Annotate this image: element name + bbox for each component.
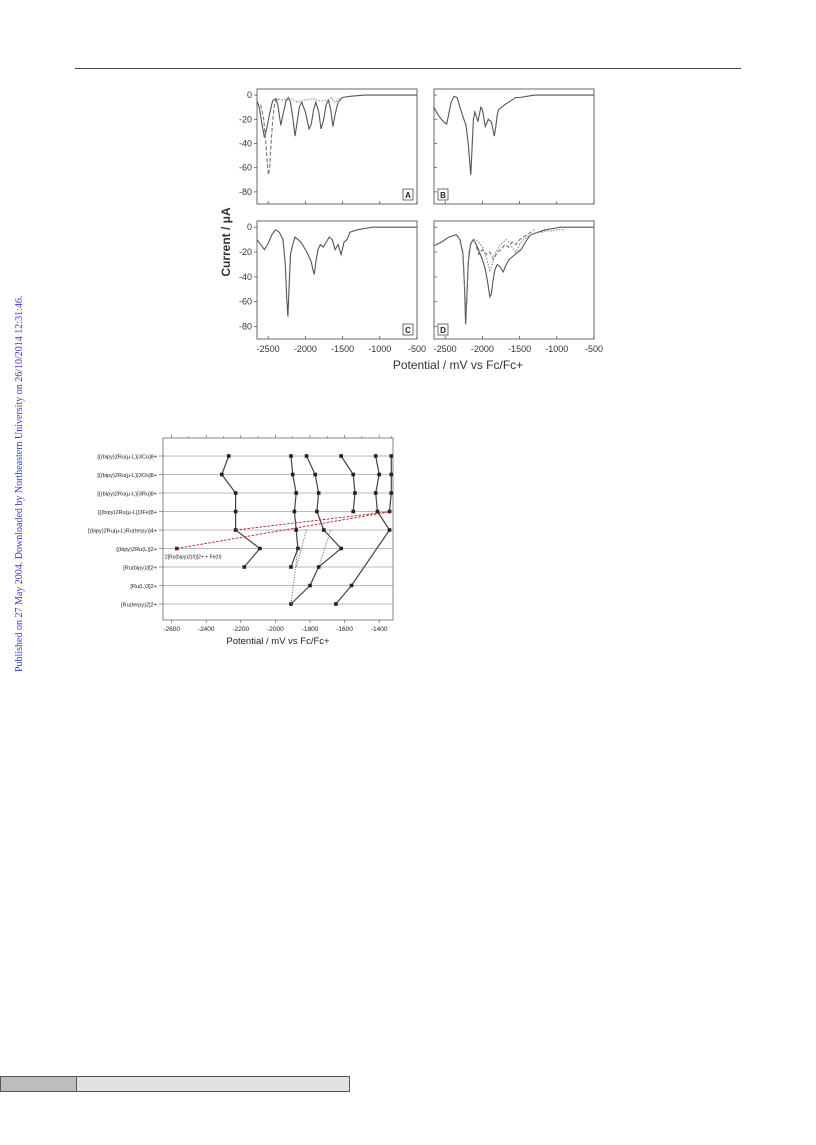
data-marker xyxy=(294,491,298,495)
data-marker xyxy=(389,491,393,495)
x-tick-label: -1500 xyxy=(331,344,355,354)
x-tick-label: -1600 xyxy=(336,626,353,633)
level-trace-solid xyxy=(390,456,392,512)
x-tick-label: -2500 xyxy=(256,344,280,354)
data-marker xyxy=(242,565,246,569)
voltammogram-figure xyxy=(210,84,610,384)
x-tick-label: -500 xyxy=(407,344,427,354)
data-marker xyxy=(234,510,238,514)
data-marker xyxy=(294,528,298,532)
compound-label: [{(bipy)2Ru(μ-L)}3Os]8+ xyxy=(97,473,157,479)
panel-label: A xyxy=(405,191,411,200)
publication-stamp: Published on 27 May 2004. Downloaded by Northeastern University on 26/10/2014 12:31:46. xyxy=(14,295,25,672)
data-marker xyxy=(317,565,321,569)
panel-a xyxy=(239,89,417,204)
y-tick-label: -60 xyxy=(238,162,252,173)
y-tick-label: -80 xyxy=(238,321,252,332)
data-marker xyxy=(227,454,231,458)
x-tick-label: -2400 xyxy=(197,626,215,633)
panel-label: B xyxy=(440,191,446,200)
plot-frame xyxy=(163,438,393,620)
data-marker xyxy=(305,454,309,458)
panel-label: D xyxy=(440,326,446,335)
level-trace-red-dashed xyxy=(236,512,392,531)
data-marker xyxy=(313,473,317,477)
data-marker xyxy=(308,584,312,588)
x-tick-label: -2200 xyxy=(232,626,250,633)
x-tick-label: -1800 xyxy=(301,626,319,633)
data-marker xyxy=(388,528,392,532)
x-tick-label: -2000 xyxy=(267,626,284,633)
series-solid-line xyxy=(434,95,594,175)
data-marker xyxy=(220,473,224,477)
panel-label: C xyxy=(405,326,411,335)
data-marker xyxy=(350,584,354,588)
data-marker xyxy=(351,510,355,514)
y-tick-label: -80 xyxy=(238,186,252,197)
data-marker xyxy=(351,473,355,477)
compound-label: [Ru(bipy)3]2+ xyxy=(123,565,157,572)
data-marker xyxy=(317,491,321,495)
data-marker xyxy=(293,510,297,514)
data-marker xyxy=(339,547,343,551)
x-tick-label: -2000 xyxy=(293,344,317,354)
panel-b xyxy=(434,89,594,204)
x-tick-label: -2500 xyxy=(433,344,457,354)
y-tick-label: -20 xyxy=(238,114,252,125)
y-tick-label: -40 xyxy=(238,271,252,282)
y-axis-label: Current / μA xyxy=(219,207,233,277)
compound-label: [{(bipy)2Ru(μ-L)}3Ru]8+ xyxy=(97,491,157,498)
x-tick-label: -1000 xyxy=(545,344,569,354)
data-marker xyxy=(389,473,393,477)
data-marker xyxy=(234,491,238,495)
data-marker xyxy=(334,602,338,606)
series-solid-line xyxy=(257,227,417,316)
data-marker xyxy=(291,473,295,477)
compound-label: [{(bipy)2Ru(μ-L)}3Fe]8+ xyxy=(97,510,157,516)
y-tick-label: -20 xyxy=(238,247,252,258)
data-marker xyxy=(322,528,326,532)
data-marker xyxy=(389,454,393,458)
x-tick-label: -1500 xyxy=(508,344,532,354)
data-marker xyxy=(315,510,319,514)
panel-frame xyxy=(434,221,594,339)
series-solid-line xyxy=(434,227,594,324)
y-tick-label: -40 xyxy=(238,138,252,149)
data-marker xyxy=(289,565,293,569)
fe-data-marker xyxy=(175,547,179,551)
compound-label: [{(bipy)2Ru(μ-L)}3Co]8+ xyxy=(97,454,157,461)
compound-label: [Ru(L)3]2+ xyxy=(130,584,157,590)
compound-label: [(bipy)2Ru(L)]2+ xyxy=(116,547,157,553)
x-axis-label: Potential / mV vs Fc/Fc+ xyxy=(226,636,330,647)
series-dotted-line xyxy=(471,230,564,272)
compound-label: [(bipy)2Ru(μ-L)Ru(terpy)]4+ xyxy=(88,528,157,535)
y-tick-label: -60 xyxy=(238,296,252,307)
series-solid-line xyxy=(257,95,417,137)
data-marker xyxy=(353,491,357,495)
x-tick-label: -2600 xyxy=(163,626,180,633)
x-axis-label: Potential / mV vs Fc/Fc+ xyxy=(392,358,524,372)
y-tick-label: 0 xyxy=(246,222,252,233)
level-trace-solid xyxy=(341,456,355,512)
data-marker xyxy=(374,491,378,495)
data-marker xyxy=(339,454,343,458)
panel-frame xyxy=(434,89,594,204)
x-tick-label: -1400 xyxy=(370,626,388,633)
panel-frame xyxy=(257,221,417,339)
panel-d xyxy=(434,221,603,354)
x-tick-label: -1000 xyxy=(368,344,392,354)
data-marker xyxy=(289,454,293,458)
data-marker xyxy=(374,454,378,458)
panel-c xyxy=(239,221,426,354)
footer-bar-cell xyxy=(1,1077,77,1091)
y-tick-label: 0 xyxy=(246,90,252,101)
fe-release-annotation: 2[Ru(bipy)2(II)]2+ + Fe(II) xyxy=(164,554,222,561)
data-marker xyxy=(258,547,262,551)
header-rule xyxy=(75,68,741,69)
compound-label: [Ru(terpy)2]2+ xyxy=(121,602,157,609)
data-marker xyxy=(377,473,381,477)
x-tick-label: -2000 xyxy=(470,344,494,354)
potential-diagram xyxy=(60,432,410,662)
series-dashed-line xyxy=(460,230,535,315)
footer-bar xyxy=(0,1076,350,1092)
x-tick-label: -500 xyxy=(584,344,604,354)
